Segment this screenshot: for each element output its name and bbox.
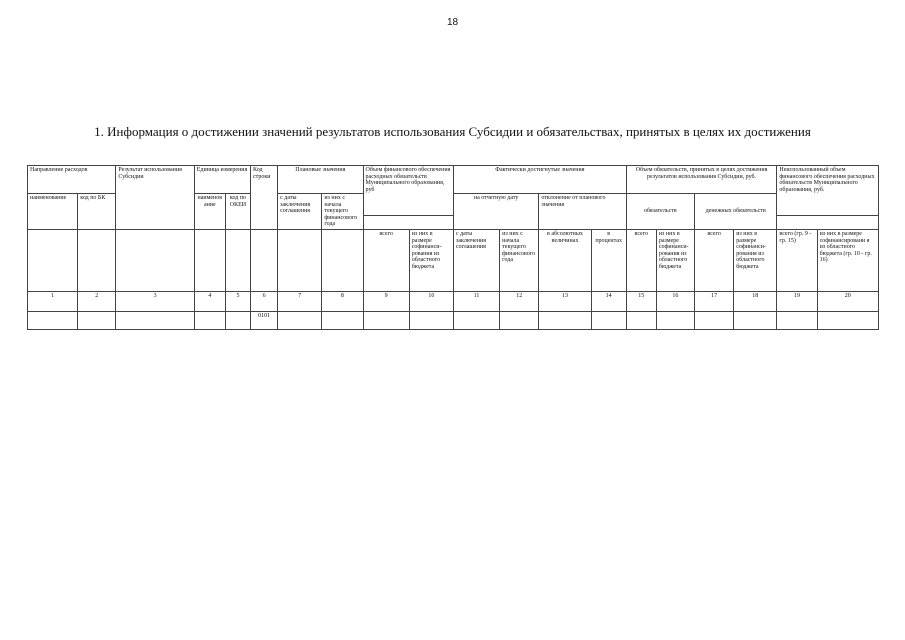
header-deviation-abs: в абсолютных величинах (539, 230, 591, 292)
header-obligations-sub: обязательств (626, 194, 694, 230)
page-number: 18 (446, 17, 459, 28)
data-cell (500, 312, 539, 330)
header-bk-spacer (78, 230, 116, 292)
header-unused-total: всего (гр. 9 - гр. 15) (777, 230, 817, 292)
header-actual-from-agreement: с даты заключения соглашения (453, 230, 499, 292)
data-row (28, 312, 879, 330)
column-number: 7 (278, 292, 322, 312)
column-number: 5 (225, 292, 250, 312)
data-cell (734, 312, 777, 330)
header-row-1 (28, 166, 879, 194)
header-row-code-spacer (251, 230, 278, 292)
header-unit-name-spacer (194, 230, 225, 292)
header-fin-volume-spacer (363, 216, 453, 230)
column-number: 15 (626, 292, 656, 312)
section-title: 1. Информация о достижении значений результатов использования Субсидии и обязательствах, принятых в целях их достижения (94, 124, 811, 139)
header-okei-spacer (225, 230, 250, 292)
column-number: 3 (116, 292, 194, 312)
data-cell (78, 312, 116, 330)
header-actual: Фактически достигнутые значения (453, 166, 626, 194)
column-number: 12 (500, 292, 539, 312)
data-cell (539, 312, 591, 330)
header-row-4 (28, 230, 879, 292)
header-obligations: Объем обязательств, принятых в целях достижения результатов использования Субсидии, руб. (626, 166, 777, 194)
data-cell (817, 312, 878, 330)
column-number: 6 (251, 292, 278, 312)
column-number: 1 (28, 292, 78, 312)
header-money-obligations: денежных обязательств (695, 194, 777, 230)
header-plan-1-spacer (278, 230, 322, 292)
header-deviation: отклонение от планового значения (539, 194, 626, 230)
column-number-row (28, 292, 879, 312)
header-bk-code: код по БК (78, 194, 116, 230)
column-number: 14 (591, 292, 626, 312)
header-obl-cofin: из них в размере софинанси-рования из областного бюджета (656, 230, 694, 292)
header-deviation-percent: в процентах (591, 230, 626, 292)
data-cell (116, 312, 194, 330)
data-cell (278, 312, 322, 330)
data-cell (591, 312, 626, 330)
data-cell (28, 312, 78, 330)
column-number: 4 (194, 292, 225, 312)
header-row-code: Код строки (251, 166, 278, 230)
column-number: 9 (363, 292, 409, 312)
header-from-agreement-date: с даты заключения соглашения (278, 194, 322, 230)
column-number: 11 (453, 292, 499, 312)
header-name-spacer (28, 230, 78, 292)
data-cell (656, 312, 694, 330)
header-from-year-start: из них с начала текущего финансового года (322, 194, 363, 230)
column-number: 16 (656, 292, 694, 312)
column-number: 18 (734, 292, 777, 312)
header-name: наименование (28, 194, 78, 230)
header-unit: Единица измерения (194, 166, 250, 194)
header-money-total: всего (695, 230, 734, 292)
header-result-spacer (116, 230, 194, 292)
data-cell (322, 312, 363, 330)
column-number: 19 (777, 292, 817, 312)
header-unused: Неиспользованный объем финансового обеспечения расходных обязательств Муниципального образования, руб. (777, 166, 879, 216)
header-fin-volume: Объем финансового обеспечения расходных обязательств Муниципального образования, руб (363, 166, 453, 216)
header-fin-cofin: из них в размере софинанси-рования из областного бюджета (409, 230, 453, 292)
column-number: 10 (409, 292, 453, 312)
header-plan-2-spacer (322, 230, 363, 292)
row-code-cell: 0101 (251, 312, 278, 330)
column-number: 13 (539, 292, 591, 312)
column-number: 2 (78, 292, 116, 312)
header-directions: Направление расходов (28, 166, 116, 194)
header-result: Результат использования Субсидии (116, 166, 194, 230)
data-cell (453, 312, 499, 330)
header-unused-spacer (777, 216, 879, 230)
header-okei-code: код по ОКЕИ (225, 194, 250, 230)
header-unused-cofin: из них в размере софинансировани я из областного бюджета (гр. 10 - гр. 16) (817, 230, 878, 292)
data-cell (626, 312, 656, 330)
data-cell (777, 312, 817, 330)
header-actual-from-year-start: из них с начала текущего финансового года (500, 230, 539, 292)
column-number: 17 (695, 292, 734, 312)
header-obl-total: всего (626, 230, 656, 292)
column-number: 8 (322, 292, 363, 312)
data-cell (363, 312, 409, 330)
column-number: 20 (817, 292, 878, 312)
data-cell (225, 312, 250, 330)
data-cell (695, 312, 734, 330)
report-table (27, 165, 879, 330)
header-planned: Плановые значения (278, 166, 363, 194)
data-cell (194, 312, 225, 330)
header-at-report-date: на отчетную дату (453, 194, 538, 230)
header-unit-name: наименование (194, 194, 225, 230)
header-money-cofin: из них в размере софинанси-рования из областного бюджета (734, 230, 777, 292)
data-cell (409, 312, 453, 330)
header-fin-total: всего (363, 230, 409, 292)
